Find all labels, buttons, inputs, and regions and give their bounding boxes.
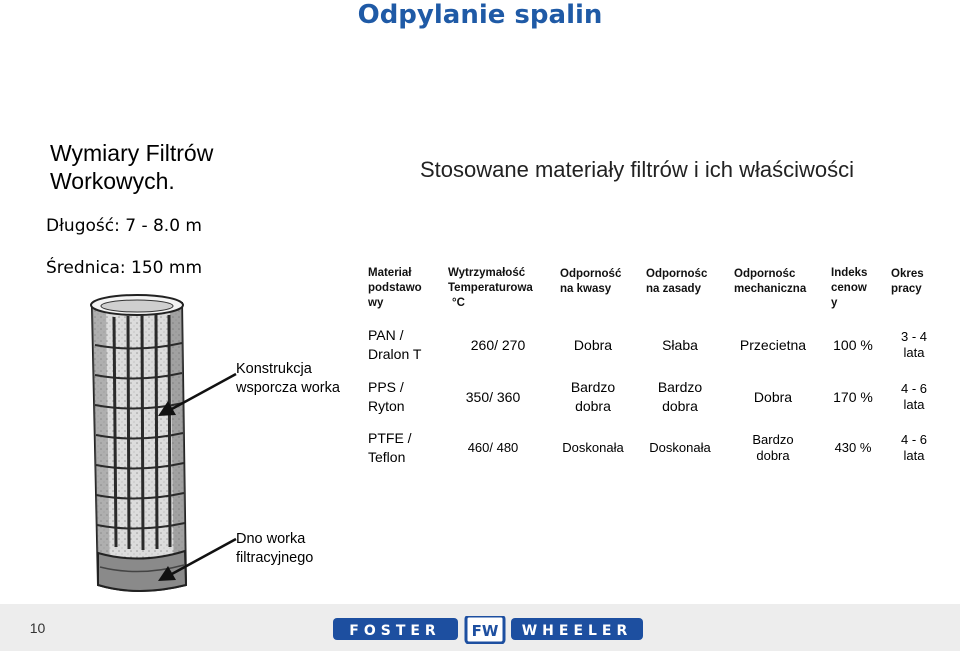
table-row-1-service-life: 3 - 4 lata — [900, 329, 927, 360]
materials-heading: Stosowane materiały filtrów i ich właściwości — [420, 157, 855, 182]
header-acid-resistance: Odporność na kwasy — [560, 268, 622, 295]
table-row-3-mechanical: Bardzo dobra — [752, 432, 794, 463]
construction-label-line2: wsporcza worka — [236, 380, 340, 396]
foster-wheeler-logo — [333, 616, 643, 644]
table-row-3-alkali: Doskonała — [649, 440, 711, 455]
bottom-arrow-icon — [150, 535, 240, 585]
header-service-life: Okres pracy — [891, 268, 924, 295]
table-row-3-temperature: 460/ 480 — [467, 440, 519, 455]
page-title: Odpylanie spalin — [357, 0, 603, 30]
header-mechanical-resistance: Odpornośc mechaniczna — [734, 268, 807, 295]
header-temperature: Wytrzymałość Temperaturowa °C — [448, 266, 533, 309]
table-row-3-acid: Doskonała — [562, 440, 624, 455]
table-row-2-material: PPS / Ryton — [368, 379, 405, 414]
length-text: Długość: 7 - 8.0 m — [46, 216, 202, 236]
header-material: Materiał podstawo wy — [368, 266, 422, 309]
table-row-2-acid: Bardzo dobra — [570, 379, 616, 414]
bag-bottom-label-line2: filtracyjnego — [236, 550, 314, 566]
table-row-2-price-index: 170 % — [833, 388, 873, 405]
header-alkali-resistance: Odpornośc na zasady — [646, 268, 708, 295]
table-row-1-price-index: 100 % — [833, 336, 873, 353]
table-row-3-material: PTFE / Teflon — [368, 430, 412, 465]
page-number: 10 — [29, 619, 46, 636]
table-row-3-service-life: 4 - 6 lata — [900, 432, 927, 463]
table-row-1-alkali: Słaba — [662, 336, 698, 353]
table-row-2-alkali: Bardzo dobra — [657, 379, 703, 414]
logo-text-wheeler: WHEELER — [521, 623, 633, 639]
table-row-3-price-index: 430 % — [834, 440, 872, 455]
table-row-1-temperature: 260/ 270 — [470, 336, 526, 353]
bag-bottom-label-line1: Dno worka — [236, 531, 306, 547]
dimensions-heading — [50, 139, 213, 195]
construction-label-line1: Konstrukcja — [236, 361, 312, 377]
table-row-2-mechanical: Dobra — [753, 388, 793, 405]
header-price-index: Indeks cenow y — [831, 266, 868, 309]
table-row-1-mechanical: Przecietna — [739, 336, 807, 353]
dimensions-heading-line2: Workowych. — [50, 168, 175, 194]
diameter-text: Średnica: 150 mm — [46, 258, 203, 278]
construction-label — [236, 360, 340, 398]
table-row-2-temperature: 350/ 360 — [465, 388, 521, 405]
dimensions-heading-line1: Wymiary Filtrów — [50, 140, 214, 166]
bag-bottom-label — [236, 530, 313, 568]
table-row-1-material: PAN / Dralon T — [368, 327, 422, 362]
table-row-2-service-life: 4 - 6 lata — [900, 381, 927, 412]
construction-arrow-icon — [150, 370, 240, 420]
logo-emblem: FW — [471, 622, 499, 640]
table-row-1-acid: Dobra — [573, 336, 613, 353]
logo-text-foster: FOSTER — [349, 623, 441, 639]
